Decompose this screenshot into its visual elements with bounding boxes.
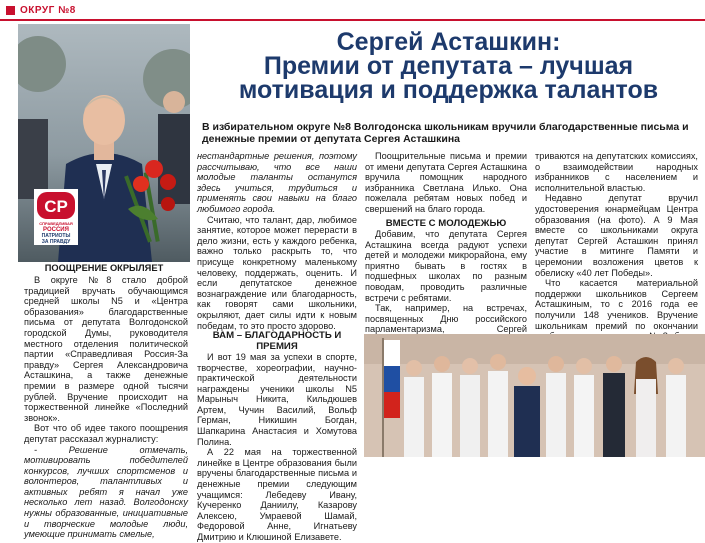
col3-paragraph-2: Добавим, что депутата Сергея Асташкина всегда радуют успехи детей и молодежи микрорайона, ему приятно бывать в гостях в подшефных школах по разным поводам, проводить различные встречи с ребятами. [365,228,527,303]
col1-paragraph-1: В округе №8 стало доброй традицией вручать обучающимся средней школы N5 и «Центра образования» благодарственные письма от депутата Волгодонской городской Думы, руководителя местного отделения политической партии «Справедливая Россия-За правду» Сергея Александровича Асташкина, а также денежные премии в размере одной тысячи рублей. Вручение происходит на торжественной линейке «Последний звонок». [24,275,188,423]
headline-line1: Сергей Асташкин: [336,28,561,56]
party-logo [34,189,78,245]
section-square-icon [6,6,15,15]
section-divider [0,19,705,21]
headline-line2: Премии от депутата – лучшая [263,52,634,80]
col3-subheading: ВМЕСТЕ С МОЛОДЕЖЬЮ [385,217,507,229]
col2-paragraph-1: Считаю, что талант, дар, любимое занятие, которое может перерасти в дело жизни, есть у каждого ребенка, важно только раскрыть то, что присуще конкретному маленькому человеку, поддержать, оценить. И если депутатское денежное вознаграждение или благодарность, как говорят сами школьники, окрыляют, дает силы идти к новым победам, то это просто здорово. [197,214,357,331]
logo-letters: СР [44,197,68,216]
logo-line4: ЗА ПРАВДУ [41,239,71,245]
col2-paragraph-3: А 22 мая на торжественной линейке в Центре образования были вручены благодарственные письма и денежные премии следующим учащимся: Лебедеву Ивану, Кучеренко Даниилу, Казарову Алексею, Умраевой Шамай, Федоровой Анне, Игнатьеву Дмитрию и Клюшиной Елизавете. [197,447,357,542]
main-photo-illustration [18,24,190,262]
col2-paragraph-2: И вот 19 мая за успехи в спорте, творчестве, хореографии, научно-практической деятельности награждены ученики школы N5 Марыныч Никита, Кильдюшев Артем, Чучин Василий, Вольф Герман, Никишин Богдан, Шапкарина Анастасия и Хомутова Полина. [197,351,357,447]
group-photo-illustration [364,334,705,457]
logo-line1: СПРАВЕДЛИВАЯ [39,221,73,226]
col1-paragraph-2: Вот что об идее такого поощрения депутат рассказал журналисту: [24,423,188,444]
column-2 [197,151,357,543]
col4-paragraph-3: Что касается материальной поддержки школьников Сергеем Асташкиным, то с 2016 года ее получили 148 учеников. Вручение школьникам премий по окончании [535,278,698,331]
column-1 [24,275,188,540]
section-tag [6,4,76,17]
col2-quote-continued: нестандартные решения, поэтому рассчитываю, что все наши молодые таланты останутся здесь учиться, трудиться и применять свои навыки на благо любимого города. [197,151,357,214]
logo-line2: РОССИЯ [43,227,69,233]
lead-paragraph: В избирательном округе №8 Волгодонска школьникам вручили благодарственные письма и денежные премии от депутата Сергея Асташкина [202,121,689,145]
logo-line3: ПАТРИОТЫ [41,233,71,239]
col4-paragraph-2: Недавно депутат вручил удостоверения юнармейцам Центра образования (на фото). А 9 Мая вместе со школьниками округа депутат Сергей Асташкин принял участие в митинге Памяти и церемонии возложения цветов к обелиску «40 лет Победы». [535,193,698,278]
headline-line3: мотивация и поддержка талантов [238,76,659,104]
main-photo [18,24,190,262]
section-label: ОКРУГ №8 [20,5,76,16]
group-photo [364,334,705,457]
col3-paragraph-1: Поощрительные письма и премии от имени депутата Сергея Асташкина вручила помощник народного избранника Светлана Илько. Она пожелала ребятам новых побед и свершений на благо города. [365,151,527,214]
headline [196,30,701,102]
col4-paragraph-1: триваются на депутатских комиссиях, о взаимодействии народных избранников с населением и исполнительной властью. [535,151,698,193]
col3-paragraph-3: Так, например, на встречах, посвященных Дню российского парламентаризма, Сергей [365,303,527,335]
col1-quote: - Решение отмечать, мотивировать победителей конкурсов, лучших спортсменов и волонтеров, талантливых и активных ребят я начал уже несколько лет назад. Волгодонску нужны образованные, инициативные и творческие молодые люди, умеющие принимать смелые, [24,444,188,540]
column-4 [535,151,698,352]
col2-subheading: ВАМ – БЛАГОДАРНОСТЬ И ПРЕМИЯ [212,330,342,352]
photo-caption: ПООЩРЕНИЕ ОКРЫЛЯЕТ [44,263,164,273]
